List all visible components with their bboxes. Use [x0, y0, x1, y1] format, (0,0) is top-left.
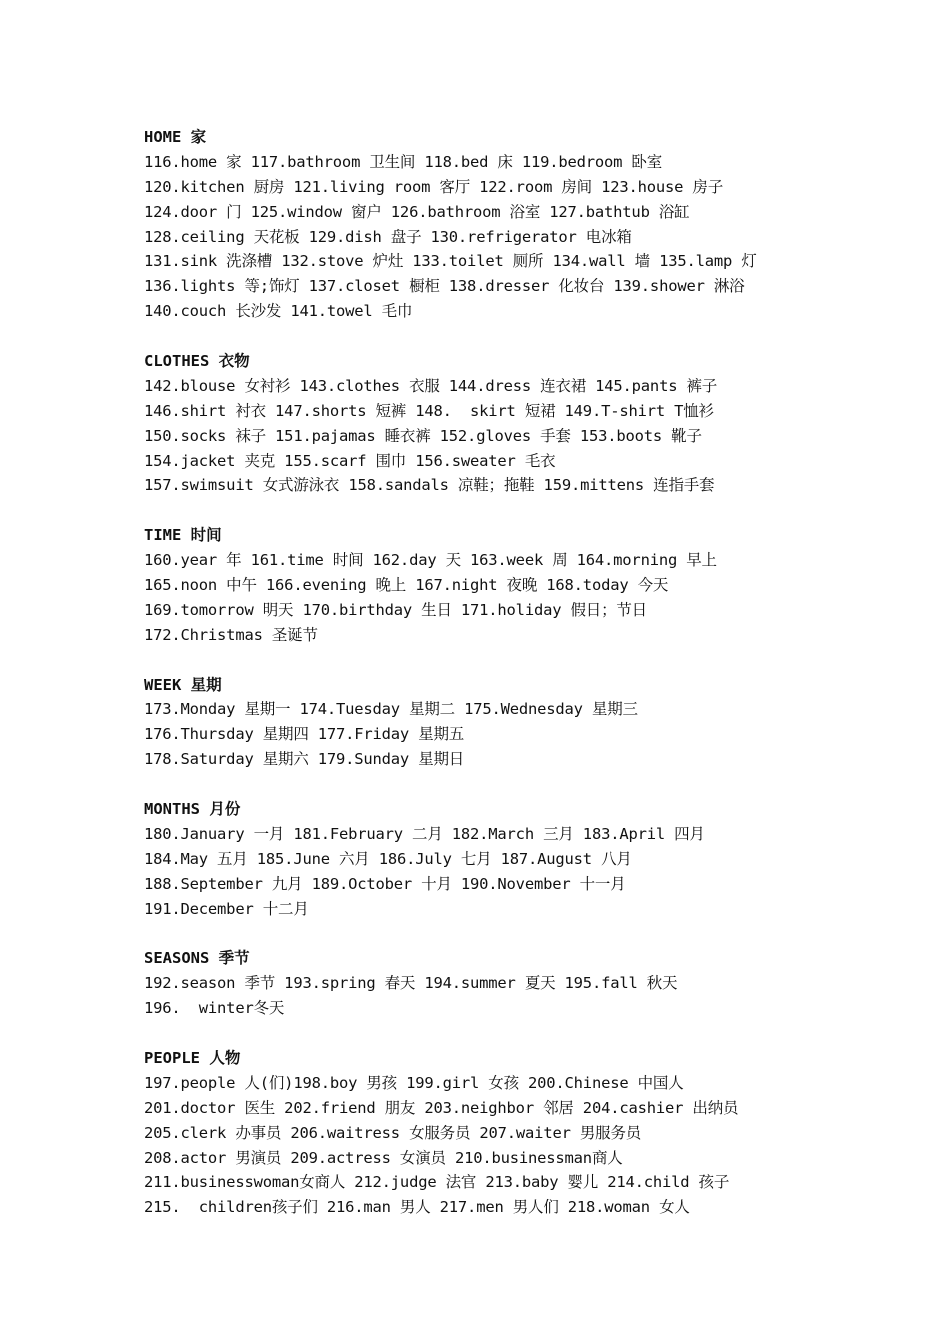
vocab-line: 184.May 五月 185.June 六月 186.July 七月 187.August 八月 [144, 849, 632, 868]
vocab-line: 180.January 一月 181.February 二月 182.March 三月 183.April 四月 [144, 824, 705, 843]
section-seasons [144, 946, 924, 1021]
section-heading: SEASONS 季节 [144, 949, 250, 968]
section-heading: WEEK 星期 [144, 675, 222, 694]
vocab-line: 154.jacket 夹克 155.scarf 围巾 156.sweater 毛衣 [144, 451, 556, 470]
section-heading: PEOPLE 人物 [144, 1048, 241, 1067]
vocab-line: 128.ceiling 天花板 129.dish 盘子 130.refrigerator 电冰箱 [144, 227, 632, 246]
vocab-line: 178.Saturday 星期六 179.Sunday 星期日 [144, 750, 465, 769]
vocab-line: 120.kitchen 厨房 121.living room 客厅 122.room 房间 123.house 房子 [144, 177, 723, 196]
vocab-line: 196. winter冬天 [144, 999, 285, 1018]
vocabulary-document [144, 125, 924, 1245]
vocab-line: 205.clerk 办事员 206.waitress 女服务员 207.waiter 男服务员 [144, 1123, 642, 1142]
vocab-line: 188.September 九月 189.October 十月 190.November 十一月 [144, 874, 626, 893]
section-heading: CLOTHES 衣物 [144, 352, 250, 371]
vocab-line: 172.Christmas 圣诞节 [144, 625, 318, 644]
vocab-line: 140.couch 长沙发 141.towel 毛巾 [144, 302, 413, 321]
section-clothes [144, 349, 924, 498]
vocab-line: 150.socks 袜子 151.pajamas 睡衣裤 152.gloves 手套 153.boots 靴子 [144, 426, 702, 445]
vocab-line: 146.shirt 衬衣 147.shorts 短裤 148. skirt 短裙 149.T-shirt T恤衫 [144, 401, 714, 420]
vocab-line: 116.home 家 117.bathroom 卫生间 118.bed 床 119.bedroom 卧室 [144, 152, 663, 171]
section-heading: HOME 家 [144, 128, 207, 146]
vocab-line: 197.people 人(们)198.boy 男孩 199.girl 女孩 200.Chinese 中国人 [144, 1073, 684, 1092]
vocab-line: 173.Monday 星期一 174.Tuesday 星期二 175.Wednesday 星期三 [144, 700, 638, 719]
vocab-line: 176.Thursday 星期四 177.Friday 星期五 [144, 725, 465, 744]
vocab-line: 192.season 季节 193.spring 春天 194.summer 夏天 195.fall 秋天 [144, 974, 678, 993]
section-week [144, 673, 924, 773]
section-people [144, 1046, 924, 1220]
vocab-line: 157.swimsuit 女式游泳衣 158.sandals 凉鞋；拖鞋 159.mittens 连指手套 [144, 476, 715, 495]
section-heading: TIME 时间 [144, 526, 222, 545]
vocab-line: 208.actor 男演员 209.actress 女演员 210.businessman商人 [144, 1148, 623, 1167]
vocab-line: 211.businesswoman女商人 212.judge 法官 213.baby 婴儿 214.child 孩子 [144, 1173, 730, 1192]
section-time [144, 523, 924, 647]
vocab-line: 142.blouse 女衬衫 143.clothes 衣服 144.dress 连衣裙 145.pants 裤子 [144, 376, 718, 395]
vocab-line: 124.door 门 125.window 窗户 126.bathroom 浴室 127.bathtub 浴缸 [144, 202, 690, 221]
vocab-line: 165.noon 中午 166.evening 晚上 167.night 夜晚 168.today 今天 [144, 576, 669, 595]
vocab-line: 191.December 十二月 [144, 899, 309, 918]
section-months [144, 797, 924, 921]
vocab-line: 201.doctor 医生 202.friend 朋友 203.neighbor 邻居 204.cashier 出纳员 [144, 1098, 739, 1117]
vocab-line: 169.tomorrow 明天 170.birthday 生日 171.holiday 假日；节日 [144, 600, 647, 619]
section-home [144, 125, 924, 324]
section-heading: MONTHS 月份 [144, 800, 241, 819]
vocab-line: 136.lights 等;饰灯 137.closet 橱柜 138.dresser 化妆台 139.shower 淋浴 [144, 277, 745, 296]
vocab-line: 160.year 年 161.time 时间 162.day 天 163.week 周 164.morning 早上 [144, 551, 717, 570]
vocab-line: 215. children孩子们 216.man 男人 217.men 男人们 218.woman 女人 [144, 1198, 690, 1217]
vocab-line: 131.sink 洗涤槽 132.stove 炉灶 133.toilet 厕所 134.wall 墙 135.lamp 灯 [144, 252, 757, 271]
